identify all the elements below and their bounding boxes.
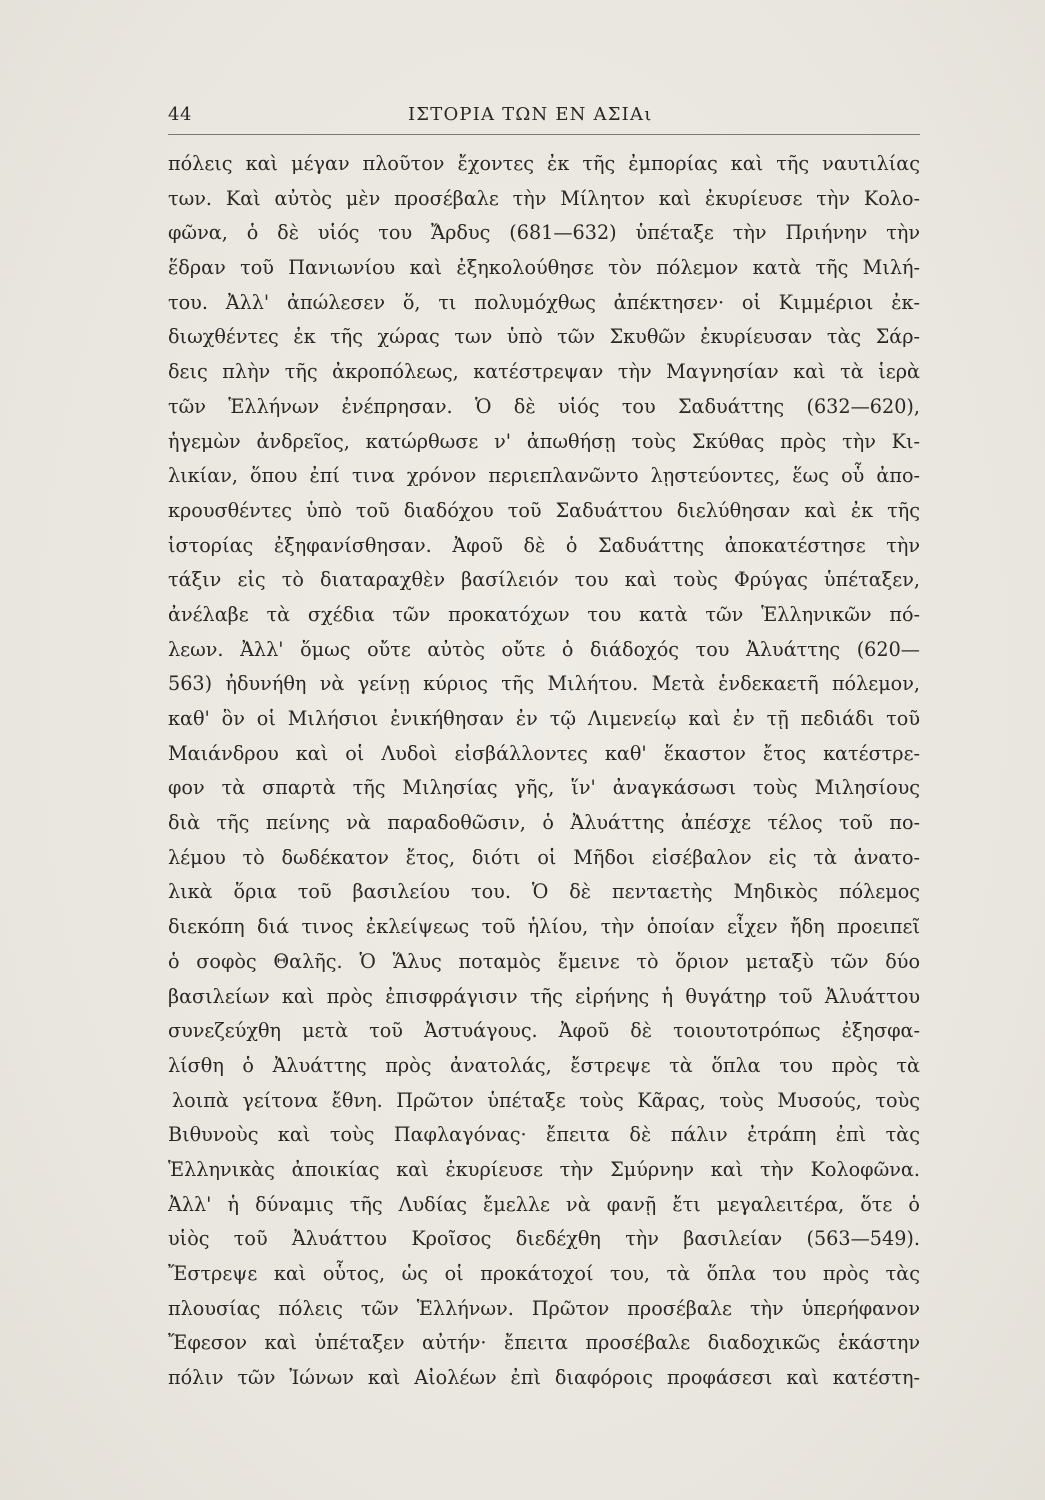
text-line: τάξιν εἰς τὸ διαταραχθὲν βασίλειόν του καὶ τοὺς Φρύγας ὑπέταξεν, <box>168 568 920 592</box>
text-line: πόλιν τῶν Ἰώνων καὶ Αἰολέων ἐπὶ διαφόροις προφάσεσι καὶ κατέστη- <box>168 1366 920 1390</box>
text-line: λικὰ ὅρια τοῦ βασιλείου του. Ὁ δὲ πενταετὴς Μηδικὸς πόλεμος <box>168 880 920 904</box>
text-line: υἱὸς τοῦ Ἀλυάττου Κροῖσος διεδέχθη τὴν βασιλείαν (563—549). <box>168 1227 920 1251</box>
text-line: του. Ἀλλ' ἀπώλεσεν ὅ, τι πολυμόχθως ἀπέκτησεν· οἱ Κιμμέριοι ἐκ- <box>168 290 920 314</box>
body-text <box>168 147 920 1396</box>
text-line: λέμου τὸ δωδέκατον ἔτος, διότι οἱ Μῆδοι εἰσέβαλον εἰς τὰ ἀνατο- <box>168 845 920 869</box>
text-line: τῶν Ἑλλήνων ἐνέπρησαν. Ὁ δὲ υἱός του Σαδυάττης (632—620), <box>168 394 920 418</box>
text-line: διεκόπη διά τινος ἐκλείψεως τοῦ ἡλίου, τὴν ὁποίαν εἶχεν ἤδη προειπεῖ <box>168 915 920 939</box>
text-line: 563) ἠδυνήθη νὰ γείνῃ κύριος τῆς Μιλήτου. Μετὰ ἑνδεκαετῆ πόλεμον, <box>168 672 920 696</box>
text-line: ἕδραν τοῦ Πανιωνίου καὶ ἐξηκολούθησε τὸν πόλεμον κατὰ τῆς Μιλή- <box>168 256 920 280</box>
text-line: διωχθέντες ἐκ τῆς χώρας των ὑπὸ τῶν Σκυθῶν ἐκυρίευσαν τὰς Σάρ- <box>168 325 920 349</box>
running-title: ΙΣΤΟΡΙΑ ΤΩΝ ΕΝ ΑΣΙΑι <box>408 104 653 125</box>
text-line: βασιλείων καὶ πρὸς ἐπισφράγισιν τῆς εἰρήνης ἡ θυγάτηρ τοῦ Ἀλυάττου <box>168 984 920 1008</box>
text-line: καθ' ὃν οἱ Μιλήσιοι ἐνικήθησαν ἐν τῷ Λιμενείῳ καὶ ἐν τῇ πεδιάδι τοῦ <box>168 707 920 730</box>
text-line: Ἔστρεψε καὶ οὗτος, ὡς οἱ προκάτοχοί του, τὰ ὅπλα του πρὸς τὰς <box>168 1262 920 1285</box>
text-line: ἡγεμὼν ἀνδρεῖος, κατώρθωσε ν' ἀπωθήσῃ τοὺς Σκύθας πρὸς τὴν Κι- <box>168 429 920 453</box>
text-line: ὁ σοφὸς Θαλῆς. Ὁ Ἅλυς ποταμὸς ἔμεινε τὸ ὅριον μεταξὺ τῶν δύο <box>168 949 920 973</box>
text-line: λεων. Ἀλλ' ὅμως οὔτε αὐτὸς οὔτε ὁ διάδοχός του Ἀλυάττης (620— <box>168 637 920 661</box>
text-line: λικίαν, ὅπου ἐπί τινα χρόνον περιεπλανῶντο λῃστεύοντες, ἕως οὗ ἀπο- <box>168 464 920 488</box>
text-line: δεις πλὴν τῆς ἀκροπόλεως, κατέστρεψαν τὴν Μαγνησίαν καὶ τὰ ἱερὰ <box>168 360 920 384</box>
text-line: Βιθυνοὺς καὶ τοὺς Παφλαγόνας· ἔπειτα δὲ πάλιν ἐτράπη ἐπὶ τὰς <box>168 1123 920 1147</box>
text-line: ἱστορίας ἐξηφανίσθησαν. Ἀφοῦ δὲ ὁ Σαδυάττης ἀποκατέστησε τὴν <box>168 533 920 557</box>
text-line: λίσθη ὁ Ἀλυάττης πρὸς ἀνατολάς, ἔστρεψε τὰ ὅπλα του πρὸς τὰ <box>168 1053 920 1077</box>
text-line: συνεζεύχθη μετὰ τοῦ Ἀστυάγους. Ἀφοῦ δὲ τοιουτοτρόπως ἐξησφα- <box>168 1019 920 1043</box>
text-line: διὰ τῆς πείνης νὰ παραδοθῶσιν, ὁ Ἀλυάττης ἀπέσχε τέλος τοῦ πο- <box>168 811 920 835</box>
text-line: φῶνα, ὁ δὲ υἱός του Ἄρδυς (681—632) ὑπέταξε τὴν Πριήνην τὴν <box>168 221 920 245</box>
text-line: λοιπὰ γείτονα ἔθνη. Πρῶτον ὑπέταξε τοὺς Κᾶρας, τοὺς Μυσούς, τοὺς <box>172 1088 920 1112</box>
header-rule <box>168 134 920 135</box>
page-header <box>168 98 920 128</box>
text-line: φον τὰ σπαρτὰ τῆς Μιλησίας γῆς, ἵν' ἀναγκάσωσι τοὺς Μιλησίους <box>168 776 920 800</box>
text-line: πόλεις καὶ μέγαν πλοῦτον ἔχοντες ἐκ τῆς ἐμπορίας καὶ τῆς ναυτιλίας <box>168 152 920 175</box>
text-line: Ἀλλ' ἡ δύναμις τῆς Λυδίας ἔμελλε νὰ φανῇ ἔτι μεγαλειτέρα, ὅτε ὁ <box>168 1192 920 1216</box>
text-line: πλουσίας πόλεις τῶν Ἑλλήνων. Πρῶτον προσέβαλε τὴν ὑπερήφανον <box>168 1296 920 1320</box>
text-line: ἀνέλαβε τὰ σχέδια τῶν προκατόχων του κατὰ τῶν Ἑλληνικῶν πό- <box>168 602 920 626</box>
text-line: Μαιάνδρου καὶ οἱ Λυδοὶ εἰσβάλλοντες καθ' ἕκαστον ἔτος κατέστρε- <box>168 741 920 765</box>
text-line: Ἔφεσον καὶ ὑπέταξεν αὐτήν· ἔπειτα προσέβαλε διαδοχικῶς ἑκάστην <box>168 1331 920 1355</box>
text-line: κρουσθέντες ὑπὸ τοῦ διαδόχου τοῦ Σαδυάττου διελύθησαν καὶ ἐκ τῆς <box>168 498 920 522</box>
text-line: Ἑλληνικὰς ἀποικίας καὶ ἐκυρίευσε τὴν Σμύρνην καὶ τὴν Κολοφῶνα. <box>168 1157 920 1181</box>
text-line: των. Καὶ αὐτὸς μὲν προσέβαλε τὴν Μίλητον καὶ ἐκυρίευσε τὴν Κολο- <box>168 186 920 210</box>
page-number: 44 <box>168 104 192 125</box>
